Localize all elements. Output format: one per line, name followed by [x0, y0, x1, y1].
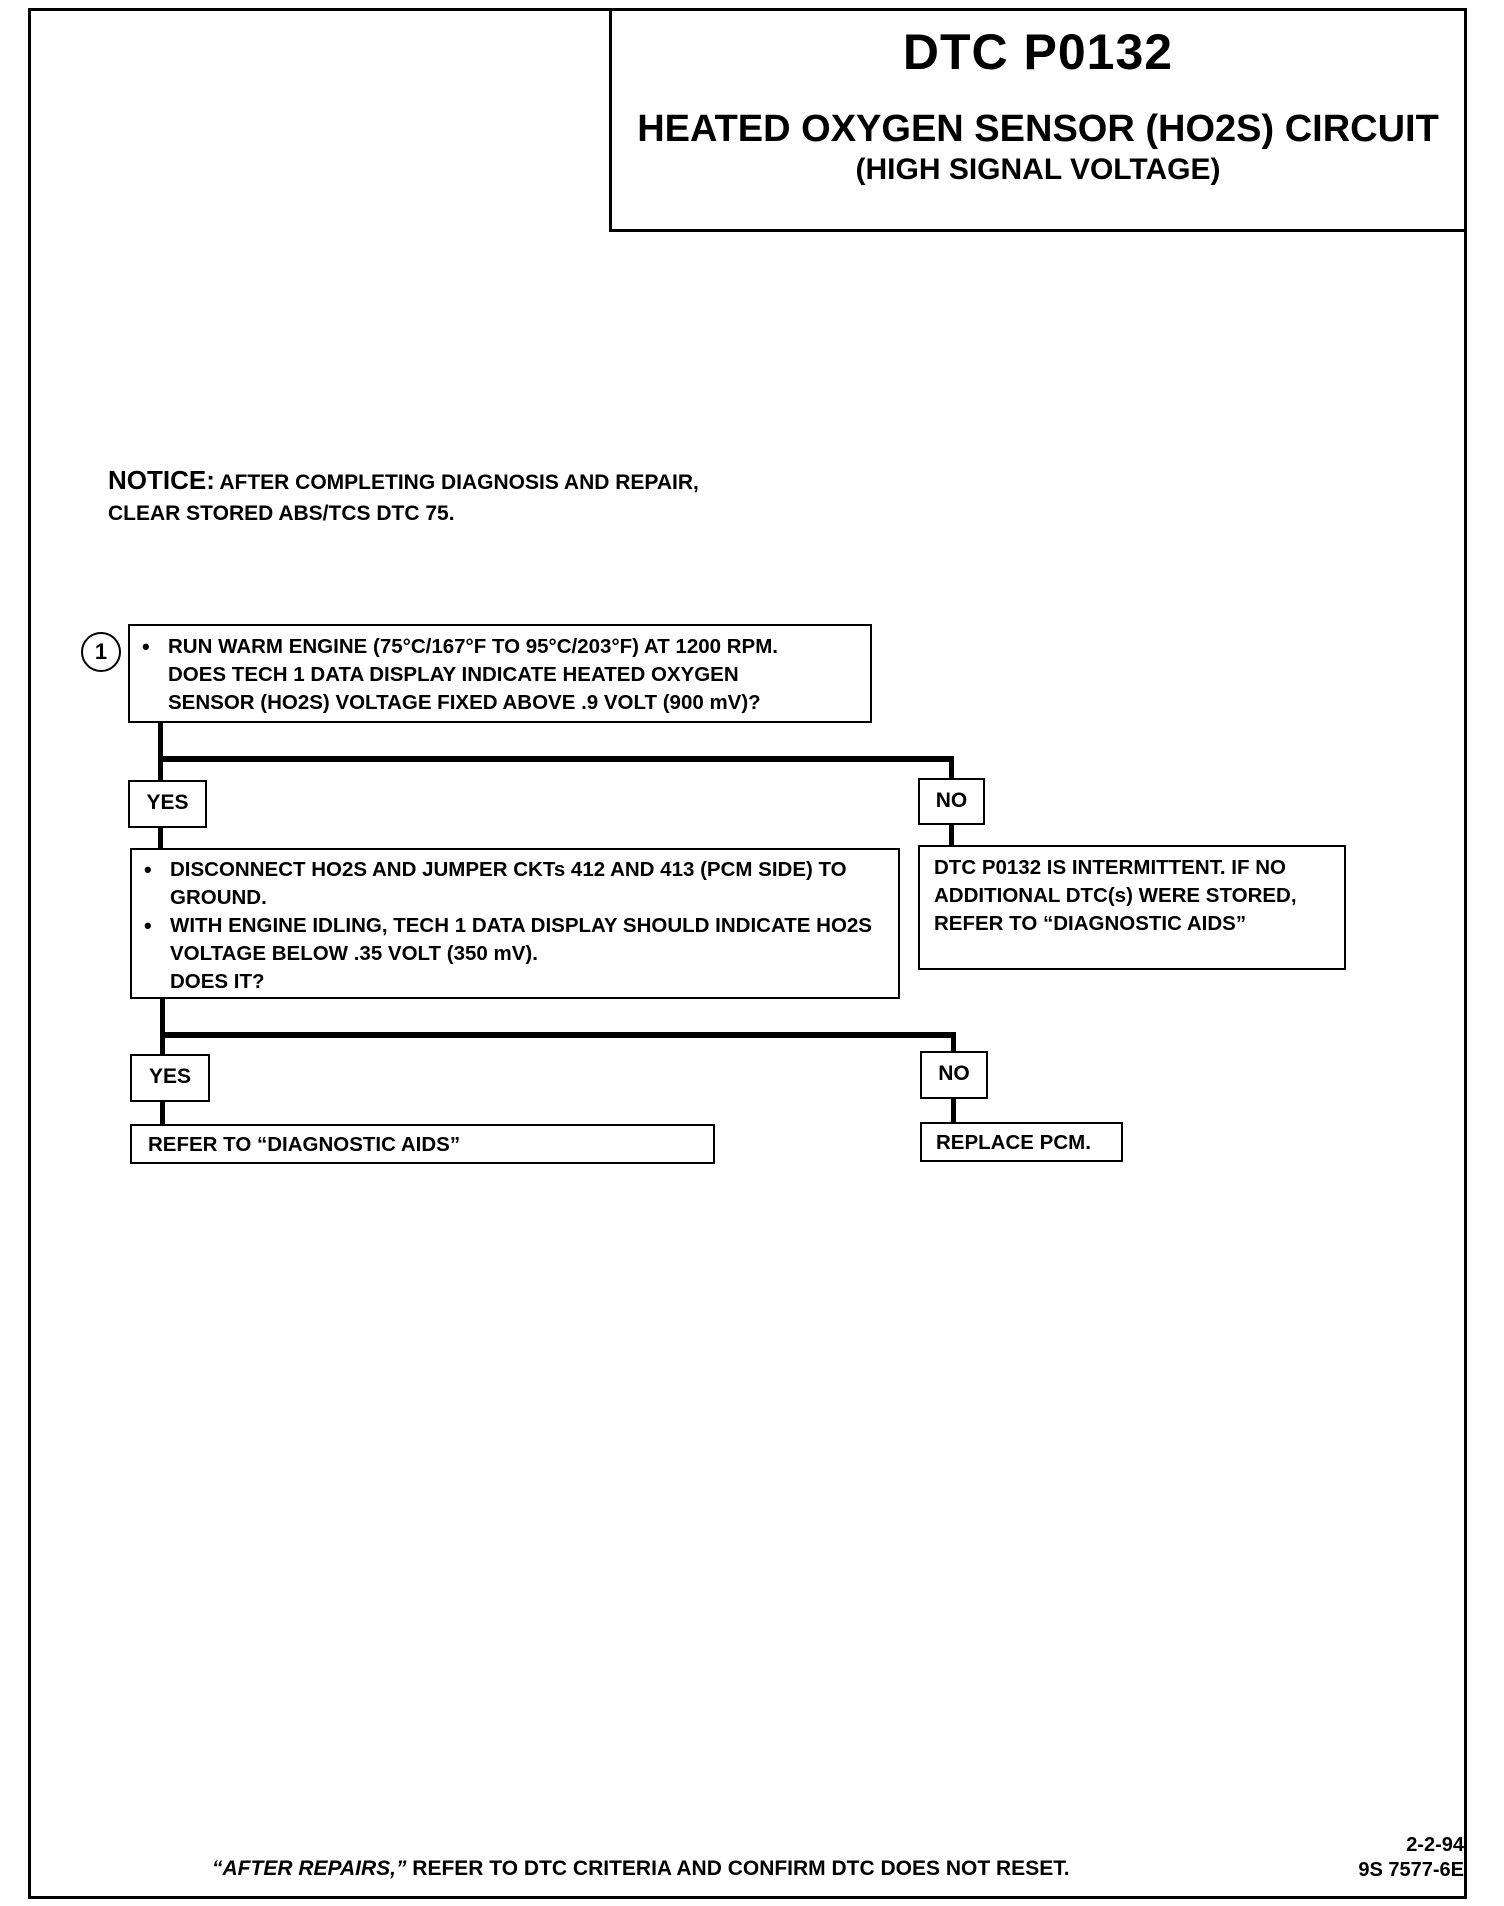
title-block	[609, 8, 1467, 232]
footer-note-emphasis: “AFTER REPAIRS,”	[212, 1857, 407, 1880]
result-replace-pcm-box	[920, 1122, 1123, 1162]
revision-date: 2-2-94	[1406, 1834, 1464, 1856]
notice	[108, 466, 728, 530]
branch-2-no-label: NO	[920, 1051, 988, 1099]
connector	[949, 825, 954, 847]
connector	[158, 722, 163, 786]
branch-2-yes-label: YES	[130, 1054, 210, 1102]
intermittent-result-text: DTC P0132 IS INTERMITTENT. IF NO ADDITIONAL DTC(s) WERE STORED, REFER TO “DIAGNOSTIC AIDS”	[934, 856, 1297, 935]
connector	[160, 1032, 956, 1038]
step-1-instruction: • RUN WARM ENGINE (75°C/167°F TO 95°C/203°F) AT 1200 RPM.	[130, 633, 870, 661]
step-2-instruction-2: • WITH ENGINE IDLING, TECH 1 DATA DISPLAY SHOULD INDICATE HO2S VOLTAGE BELOW .35 VOLT (350 mV).	[132, 912, 890, 968]
footer-note	[212, 1857, 1070, 1881]
dtc-code: DTC P0132	[902, 24, 1174, 80]
connector	[949, 756, 954, 780]
intermittent-result-box	[918, 845, 1346, 970]
connector	[158, 756, 954, 762]
branch-1-no-label: NO	[918, 778, 985, 825]
connector	[160, 998, 165, 1062]
step-1-question-line-2: SENSOR (HO2S) VOLTAGE FIXED ABOVE .9 VOLT (900 mV)?	[168, 691, 761, 714]
result-replace-pcm-text: REPLACE PCM.	[936, 1131, 1091, 1154]
step-1-question-line-1: DOES TECH 1 DATA DISPLAY INDICATE HEATED OXYGEN	[168, 663, 739, 686]
step-2-question: DOES IT?	[170, 970, 265, 993]
result-diagnostic-aids-text: REFER TO “DIAGNOSTIC AIDS”	[148, 1133, 461, 1156]
connector	[951, 1099, 956, 1124]
step-2-instruction-1: • DISCONNECT HO2S AND JUMPER CKTs 412 AND 413 (PCM SIDE) TO GROUND.	[132, 856, 890, 912]
connector	[158, 828, 163, 850]
notice-text: AFTER COMPLETING DIAGNOSIS AND REPAIR, CLEAR STORED ABS/TCS DTC 75.	[108, 471, 699, 525]
page-subtitle: (HIGH SIGNAL VOLTAGE)	[855, 153, 1221, 186]
footer-meta	[1358, 1833, 1464, 1883]
page-title: HEATED OXYGEN SENSOR (HO2S) CIRCUIT	[637, 108, 1439, 150]
branch-1-yes-label: YES	[128, 780, 207, 828]
result-diagnostic-aids-box	[130, 1124, 715, 1164]
step-number-badge: 1	[81, 632, 121, 672]
notice-label: NOTICE:	[108, 465, 215, 495]
connector	[160, 1102, 165, 1126]
step-1-box	[128, 624, 872, 723]
step-2-box	[130, 848, 900, 999]
document-reference: 9S 7577-6E	[1358, 1859, 1464, 1881]
footer-note-text: REFER TO DTC CRITERIA AND CONFIRM DTC DOES NOT RESET.	[406, 1857, 1070, 1880]
